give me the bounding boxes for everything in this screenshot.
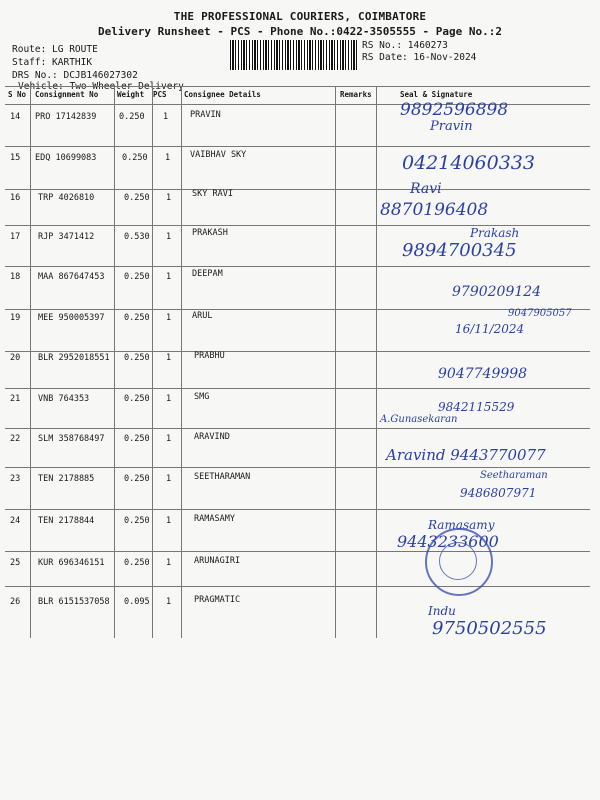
signature-row-24-name: Ramasamy [428, 518, 495, 532]
row-sno: 17 [10, 232, 21, 242]
row-pcs: 1 [165, 153, 171, 163]
signature-row-26-name: Indu [428, 604, 456, 618]
row-sno: 16 [10, 193, 21, 203]
row-weight: 0.250 [124, 394, 150, 404]
row-consignment: TEN 2178844 [38, 516, 95, 526]
row-weight: 0.250 [124, 313, 150, 323]
row-weight: 0.250 [124, 353, 150, 363]
row-pcs: 1 [166, 516, 172, 526]
row-pcs: 1 [166, 193, 172, 203]
col-header-weight: Weight [117, 90, 145, 99]
signature-row-20-phone: 9047749998 [438, 366, 528, 382]
signature-row-17-name: Prakash [470, 226, 520, 240]
row-consignee: PRAGMATIC [194, 595, 241, 605]
row-consignment: TRP 4026810 [38, 193, 95, 203]
row-consignee: RAMASAMY [194, 514, 235, 524]
signature-row-24-phone: 9443233600 [397, 532, 499, 551]
row-pcs: 1 [166, 558, 172, 568]
row-consignment: VNB 764353 [38, 394, 90, 404]
row-pcs: 1 [166, 272, 172, 282]
row-pcs: 1 [166, 394, 172, 404]
col-header-consignee: Consignee Details [184, 90, 261, 99]
row-sno: 26 [10, 597, 21, 607]
row-consignee: ARUNAGIRI [194, 556, 241, 566]
row-sno: 23 [10, 474, 21, 484]
signature-row-23-name: Seetharaman [480, 470, 548, 481]
row-sno: 15 [10, 153, 21, 163]
signature-row-15-phone: 04214060333 [402, 152, 535, 174]
row-consignment: TEN 2178885 [38, 474, 95, 484]
row-pcs: 1 [166, 597, 172, 607]
vehicle-label: Vehicle: Two Wheeler Delivery [18, 81, 184, 92]
signature-row-18-phone: 9790209124 [452, 284, 542, 300]
row-weight: 0.250 [122, 153, 148, 163]
row-pcs: 1 [166, 474, 172, 484]
row-sno: 21 [10, 394, 21, 404]
row-sno: 19 [10, 313, 21, 323]
row-sno: 25 [10, 558, 21, 568]
row-weight: 0.250 [124, 272, 150, 282]
signature-row-14-phone: 9892596898 [400, 100, 509, 120]
signature-row-16-name: Ravi [410, 181, 442, 197]
runsheet-subtitle: Delivery Runsheet - PCS - Phone No.:0422-3505555 - Page No.:2 [98, 25, 502, 38]
signature-row-16-phone: 8870196408 [380, 200, 489, 220]
row-consignee: SEETHARAMAN [194, 472, 251, 482]
row-consignment: SLM 358768497 [38, 434, 105, 444]
row-consignee: SMG [194, 392, 210, 402]
row-consignment: MEE 950005397 [38, 313, 105, 323]
row-consignee: SKY RAVI [192, 189, 233, 199]
row-consignee: PRAKASH [192, 228, 228, 238]
row-sno: 18 [10, 272, 21, 282]
signature-row-22-name-phone: Aravind 9443770077 [386, 446, 546, 464]
row-weight: 0.095 [124, 597, 150, 607]
row-weight: 0.530 [124, 232, 150, 242]
row-weight: 0.250 [124, 516, 150, 526]
row-weight: 0.250 [124, 558, 150, 568]
signature-row-17-phone: 9894700345 [402, 240, 517, 261]
row-weight: 0.250 [124, 434, 150, 444]
col-header-sno: S No [8, 90, 27, 99]
col-header-pcs: PCS [153, 90, 167, 99]
signature-row-19-phone: 9047905057 [508, 308, 572, 319]
row-consignment: KUR 696346151 [38, 558, 105, 568]
row-consignment: BLR 6151537058 [38, 597, 110, 607]
row-consignment: EDQ 10699083 [35, 153, 97, 163]
col-header-signature: Seal & Signature [400, 90, 473, 99]
row-sno: 20 [10, 353, 21, 363]
signature-row-14-name: Pravin [430, 119, 473, 134]
row-weight: 0.250 [124, 474, 150, 484]
row-consignment: RJP 3471412 [38, 232, 95, 242]
row-consignee: PRAVIN [190, 110, 221, 120]
rs-number: RS No.: 1460273 [362, 40, 448, 51]
row-pcs: 1 [166, 313, 172, 323]
col-header-consignment: Consignment No [35, 90, 99, 99]
row-consignee: DEEPAM [192, 269, 223, 279]
drs-number: DRS No.: DCJB146027302 [12, 70, 138, 81]
row-pcs: 1 [166, 232, 172, 242]
company-stamp [425, 528, 493, 596]
row-consignment: PRO 17142839 [35, 112, 97, 122]
company-title: THE PROFESSIONAL COURIERS, COIMBATORE [173, 10, 427, 23]
row-weight: 0.250 [119, 112, 145, 122]
col-header-remarks: Remarks [340, 90, 372, 99]
row-consignee: VAIBHAV SKY [190, 150, 247, 160]
row-sno: 24 [10, 516, 21, 526]
row-sno: 22 [10, 434, 21, 444]
route-label: Route: LG ROUTE [12, 44, 98, 55]
signature-row-19-date: 16/11/2024 [455, 322, 525, 336]
row-sno: 14 [10, 112, 21, 122]
row-consignment: MAA 867647453 [38, 272, 105, 282]
row-pcs: 1 [163, 112, 169, 122]
row-pcs: 1 [166, 434, 172, 444]
signature-row-21-name: A.Gunasekaran [380, 414, 458, 425]
row-consignee: ARAVIND [194, 432, 230, 442]
signature-row-21-phone: 9842115529 [438, 400, 515, 414]
row-consignee: ARUL [192, 311, 213, 321]
row-pcs: 1 [166, 353, 172, 363]
row-consignment: BLR 2952018551 [38, 353, 110, 363]
row-consignee: PRABHU [194, 351, 225, 361]
rs-date: RS Date: 16-Nov-2024 [362, 52, 477, 63]
row-weight: 0.250 [124, 193, 150, 203]
signature-row-23-phone: 9486807971 [460, 486, 537, 500]
signature-row-26-phone: 9750502555 [432, 618, 547, 639]
staff-label: Staff: KARTHIK [12, 57, 93, 68]
barcode-image [230, 40, 358, 70]
